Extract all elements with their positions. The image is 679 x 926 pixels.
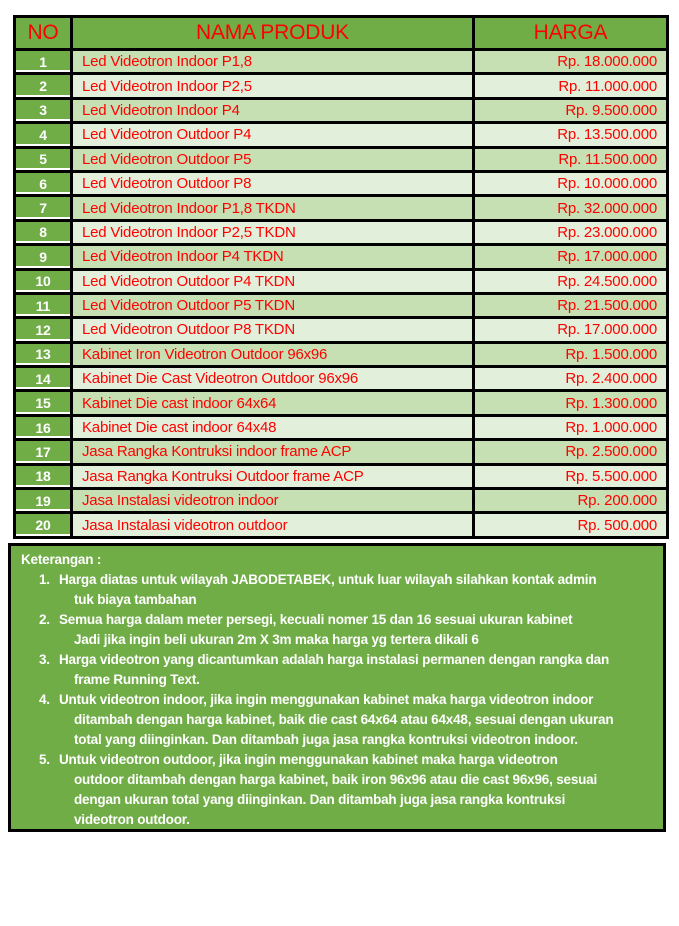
product-price: Rp. 1.300.000: [474, 391, 668, 415]
table-body: [15, 50, 668, 538]
product-name: Jasa Instalasi videotron indoor: [72, 489, 474, 513]
note-item: [11, 750, 657, 830]
product-name: Jasa Rangka Kontruksi Outdoor frame ACP: [72, 464, 474, 488]
table-row: [15, 342, 668, 366]
row-number: 9: [15, 245, 72, 269]
product-price: Rp. 32.000.000: [474, 196, 668, 220]
note-continuation-line: frame Running Text.: [74, 671, 200, 687]
row-number: 17: [15, 440, 72, 464]
note-text: Semua harga dalam meter persegi, kecuali nomer 15 dan 16 sesuai ukuran kabinet: [59, 611, 573, 627]
product-name: Jasa Rangka Kontruksi indoor frame ACP: [72, 440, 474, 464]
note-first-line: [39, 750, 657, 770]
row-number: 5: [15, 147, 72, 171]
note-first-line: [39, 570, 657, 590]
product-name: Led Videotron Outdoor P8 TKDN: [72, 318, 474, 342]
price-list-table: [13, 15, 669, 539]
note-number: 4.: [39, 691, 50, 707]
product-price: Rp. 5.500.000: [474, 464, 668, 488]
note-number: 2.: [39, 611, 50, 627]
column-header-no: NO: [15, 17, 72, 50]
row-number: 10: [15, 269, 72, 293]
row-number: 19: [15, 489, 72, 513]
row-number: 13: [15, 342, 72, 366]
table-row: [15, 269, 668, 293]
table-row: [15, 220, 668, 244]
note-first-line: [39, 650, 657, 670]
product-name: Led Videotron Outdoor P5 TKDN: [72, 293, 474, 317]
table-row: [15, 74, 668, 98]
note-text: Harga diatas untuk wilayah JABODETABEK, untuk luar wilayah silahkan kontak admin: [59, 571, 597, 587]
row-number: 14: [15, 367, 72, 391]
row-number: 8: [15, 220, 72, 244]
product-price: Rp. 200.000: [474, 489, 668, 513]
notes-section: [8, 543, 666, 832]
note-text: Untuk videotron outdoor, jika ingin menggunakan kabinet maka harga videotron: [59, 751, 558, 767]
row-number: 4: [15, 123, 72, 147]
note-text: Harga videotron yang dicantumkan adalah harga instalasi permanen dengan rangka dan: [59, 651, 610, 667]
row-number: 6: [15, 171, 72, 195]
product-price: Rp. 24.500.000: [474, 269, 668, 293]
table-row: [15, 415, 668, 439]
product-price: Rp. 21.500.000: [474, 293, 668, 317]
product-name: Kabinet Die cast indoor 64x64: [72, 391, 474, 415]
table-row: [15, 440, 668, 464]
product-price: Rp. 2.400.000: [474, 367, 668, 391]
product-price: Rp. 23.000.000: [474, 220, 668, 244]
product-name: Led Videotron Outdoor P5: [72, 147, 474, 171]
product-name: Led Videotron Outdoor P8: [72, 171, 474, 195]
row-number: 1: [15, 50, 72, 74]
note-continuation-line: Jadi jika ingin beli ukuran 2m X 3m maka harga yg tertera dikali 6: [74, 631, 479, 647]
note-continuation-line: total yang diinginkan. Dan ditambah juga jasa rangka kontruksi videotron indoor.: [74, 731, 578, 747]
product-price: Rp. 500.000: [474, 513, 668, 537]
column-header-name: NAMA PRODUK: [72, 17, 474, 50]
product-price: Rp. 10.000.000: [474, 171, 668, 195]
row-number: 16: [15, 415, 72, 439]
note-number: 5.: [39, 751, 50, 767]
table-row: [15, 293, 668, 317]
row-number: 7: [15, 196, 72, 220]
note-continuation-line: ditambah dengan harga kabinet, baik die cast 64x64 atau 64x48, sesuai dengan ukuran: [74, 711, 614, 727]
product-name: Kabinet Iron Videotron Outdoor 96x96: [72, 342, 474, 366]
table-row: [15, 98, 668, 122]
product-name: Led Videotron Indoor P4 TKDN: [72, 245, 474, 269]
row-number: 18: [15, 464, 72, 488]
product-name: Jasa Instalasi videotron outdoor: [72, 513, 474, 537]
product-name: Kabinet Die Cast Videotron Outdoor 96x96: [72, 367, 474, 391]
product-name: Led Videotron Indoor P1,8 TKDN: [72, 196, 474, 220]
table-row: [15, 513, 668, 537]
product-price: Rp. 1.000.000: [474, 415, 668, 439]
note-continuation-line: videotron outdoor.: [74, 811, 190, 827]
row-number: 2: [15, 74, 72, 98]
note-continuation-line: tuk biaya tambahan: [74, 591, 197, 607]
product-price: Rp. 1.500.000: [474, 342, 668, 366]
table-header: [15, 17, 668, 50]
product-price: Rp. 11.000.000: [474, 74, 668, 98]
product-name: Led Videotron Indoor P2,5: [72, 74, 474, 98]
table-row: [15, 318, 668, 342]
table-row: [15, 391, 668, 415]
note-number: 3.: [39, 651, 50, 667]
product-name: Led Videotron Indoor P1,8: [72, 50, 474, 74]
note-item: [11, 690, 657, 750]
note-first-line: [39, 610, 657, 630]
column-header-price: HARGA: [474, 17, 668, 50]
row-number: 11: [15, 293, 72, 317]
table-row: [15, 489, 668, 513]
table-row: [15, 367, 668, 391]
note-text: Untuk videotron indoor, jika ingin menggunakan kabinet maka harga videotron indoor: [59, 691, 594, 707]
product-price: Rp. 2.500.000: [474, 440, 668, 464]
note-item: [11, 650, 657, 690]
row-number: 15: [15, 391, 72, 415]
note-continuation-line: dengan ukuran total yang diinginkan. Dan ditambah juga jasa rangka kontruksi: [74, 791, 566, 807]
product-price: Rp. 13.500.000: [474, 123, 668, 147]
product-name: Led Videotron Outdoor P4: [72, 123, 474, 147]
row-number: 3: [15, 98, 72, 122]
note-number: 1.: [39, 571, 50, 587]
product-name: Led Videotron Outdoor P4 TKDN: [72, 269, 474, 293]
table-row: [15, 464, 668, 488]
table-row: [15, 50, 668, 74]
product-name: Kabinet Die cast indoor 64x48: [72, 415, 474, 439]
table-row: [15, 196, 668, 220]
header-row: [15, 17, 668, 50]
table-row: [15, 171, 668, 195]
row-number: 12: [15, 318, 72, 342]
table-row: [15, 147, 668, 171]
table-row: [15, 123, 668, 147]
product-price: Rp. 17.000.000: [474, 245, 668, 269]
product-price: Rp. 17.000.000: [474, 318, 668, 342]
product-name: Led Videotron Indoor P2,5 TKDN: [72, 220, 474, 244]
note-item: [11, 570, 657, 610]
table-row: [15, 245, 668, 269]
product-name: Led Videotron Indoor P4: [72, 98, 474, 122]
notes-title: Keterangan :: [21, 551, 102, 567]
note-first-line: [39, 690, 657, 710]
product-price: Rp. 9.500.000: [474, 98, 668, 122]
product-price: Rp. 11.500.000: [474, 147, 668, 171]
row-number: 20: [15, 513, 72, 537]
notes-list: [11, 570, 657, 830]
product-price: Rp. 18.000.000: [474, 50, 668, 74]
note-item: [11, 610, 657, 650]
price-list-table-wrap: [13, 15, 666, 539]
note-continuation-line: outdoor ditambah dengan harga kabinet, baik iron 96x96 atau die cast 96x96, sesuai: [74, 771, 598, 787]
